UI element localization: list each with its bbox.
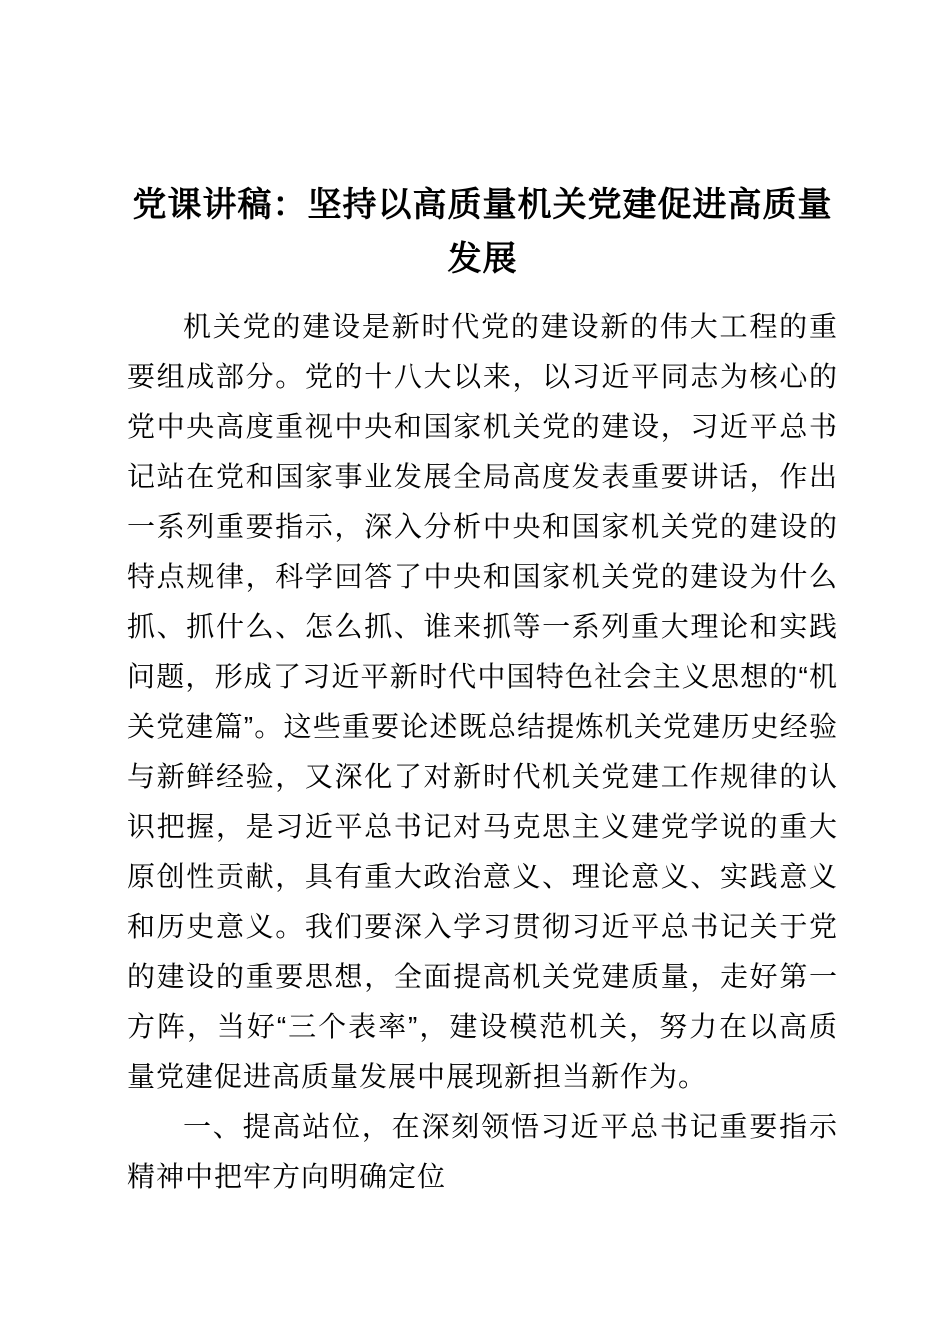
intro-paragraph: 机关党的建设是新时代党的建设新的伟大工程的重要组成部分。党的十八大以来，以习近平同志为核心的党中央高度重视中央和国家机关党的建设，习近平总书记站在党和国家事业发展全局高度发表重要讲话，作出一系列重要指示，深入分析中央和国家机关党的建设的特点规律，科学回答了中央和国家机关党的建设为什么抓、抓什么、怎么抓、谁来抓等一系列重大理论和实践问题，形成了习近平新时代中国特色社会主义思想的“机关党建篇”。这些重要论述既总结提炼机关党建历史经验与新鲜经验，又深化了对新时代机关党建工作规律的认识把握，是习近平总书记对马克思主义建党学说的重大原创性贡献，具有重大政治意义、理论意义、实践意义和历史意义。我们要深入学习贯彻习近平总书记关于党的建设的重要思想，全面提高机关党建质量，走好第一方阵，当好“三个表率”，建设模范机关，努力在以高质量党建促进高质量发展中展现新担当新作为。 (127, 311, 838, 1092)
document-title: 党课讲稿：坚持以高质量机关党建促进高质量发展 (132, 186, 833, 278)
section-heading-1: 一、提高站位，在深刻领悟习近平总书记重要指示精神中把牢方向明确定位 (127, 1111, 838, 1192)
